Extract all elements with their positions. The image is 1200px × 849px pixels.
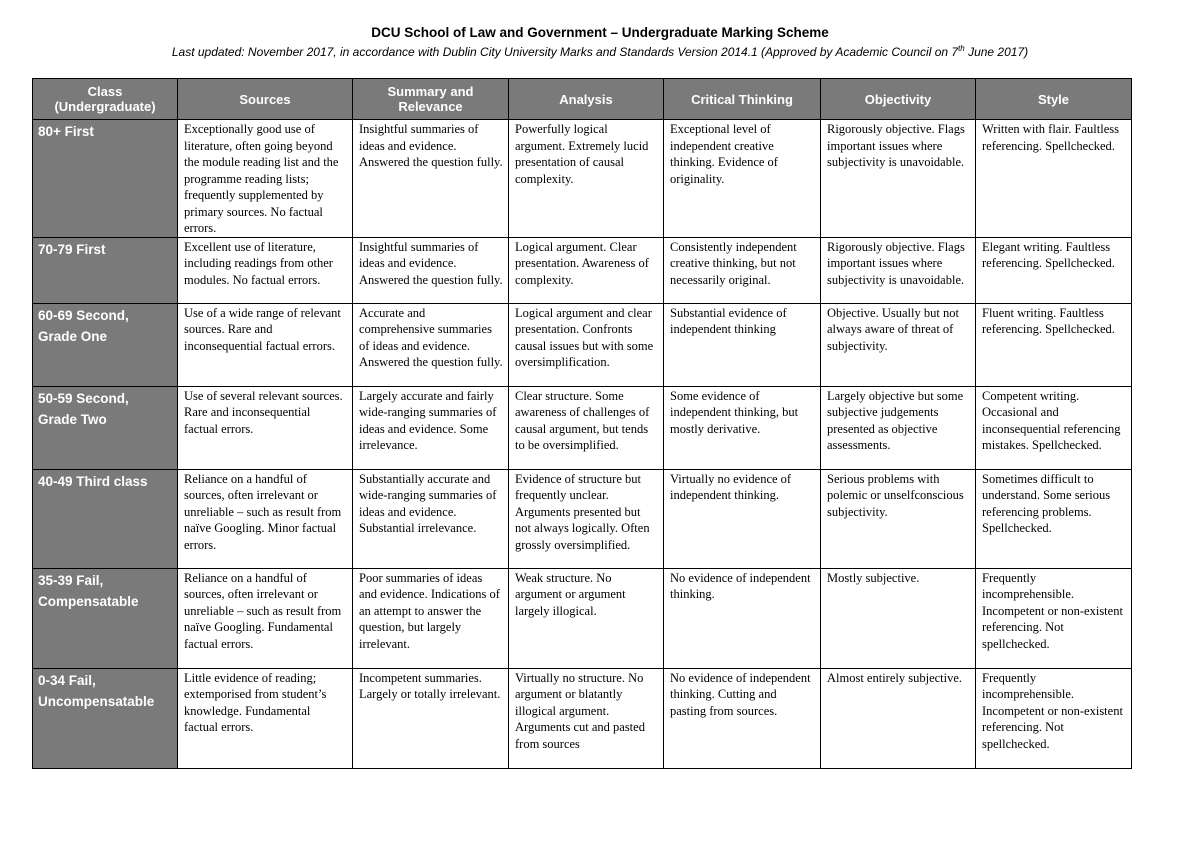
objectivity-cell: Largely objective but some subjective judgements presented as objective assessments. [821, 386, 976, 469]
class-label-line2: Grade One [38, 328, 108, 344]
objectivity-cell: Serious problems with polemic or unselfconscious subjectivity. [821, 469, 976, 568]
column-header-summary [353, 79, 509, 120]
critical-thinking-cell: Substantial evidence of independent thinking [664, 303, 821, 386]
table-row [33, 237, 1132, 303]
column-header-class-line2: (Undergraduate) [54, 99, 156, 114]
sources-cell: Reliance on a handful of sources, often irrelevant or unreliable – such as result from naïve Googling. Fundamental factual errors. [178, 568, 353, 668]
style-cell: Sometimes difficult to understand. Some serious referencing problems. Spellchecked. [976, 469, 1132, 568]
sources-cell: Excellent use of literature, including readings from other modules. No factual errors. [178, 237, 353, 303]
analysis-cell: Logical argument. Clear presentation. Awareness of complexity. [509, 237, 664, 303]
critical-thinking-cell: Virtually no evidence of independent thinking. [664, 469, 821, 568]
subtitle-superscript: th [958, 44, 965, 53]
column-header-class [33, 79, 178, 120]
document-subtitle [0, 44, 1200, 59]
sources-cell: Use of several relevant sources. Rare and inconsequential factual errors. [178, 386, 353, 469]
table-row [33, 668, 1132, 768]
summary-cell: Insightful summaries of ideas and evidence. Answered the question fully. [353, 237, 509, 303]
class-cell [33, 568, 178, 668]
class-cell [33, 469, 178, 568]
style-cell: Written with flair. Faultless referencing. Spellchecked. [976, 120, 1132, 238]
style-cell: Competent writing. Occasional and inconsequential referencing mistakes. Spellchecked. [976, 386, 1132, 469]
class-label-line1: 50-59 Second, [38, 390, 129, 406]
critical-thinking-cell: No evidence of independent thinking. [664, 568, 821, 668]
column-header-objectivity: Objectivity [821, 79, 976, 120]
class-cell [33, 386, 178, 469]
style-cell: Fluent writing. Faultless referencing. Spellchecked. [976, 303, 1132, 386]
class-label-line1: 60-69 Second, [38, 307, 129, 323]
class-label-line1: 0-34 Fail, [38, 672, 96, 688]
objectivity-cell: Rigorously objective. Flags important issues where subjectivity is unavoidable. [821, 237, 976, 303]
table-row [33, 568, 1132, 668]
table-row [33, 120, 1132, 238]
objectivity-cell: Rigorously objective. Flags important issues where subjectivity is unavoidable. [821, 120, 976, 238]
class-label-line2: Uncompensatable [38, 693, 155, 709]
class-label-line1: 70-79 First [38, 241, 106, 257]
sources-cell: Reliance on a handful of sources, often irrelevant or unreliable – such as result from naïve Googling. Minor factual errors. [178, 469, 353, 568]
column-header-critical-thinking: Critical Thinking [664, 79, 821, 120]
analysis-cell: Virtually no structure. No argument or blatantly illogical argument. Arguments cut and pasted from sources [509, 668, 664, 768]
column-header-analysis: Analysis [509, 79, 664, 120]
summary-cell: Largely accurate and fairly wide-ranging summaries of ideas and evidence. Some irrelevance. [353, 386, 509, 469]
class-label-line2: Grade Two [38, 411, 107, 427]
objectivity-cell: Almost entirely subjective. [821, 668, 976, 768]
subtitle-end: June 2017) [964, 45, 1029, 59]
analysis-cell: Weak structure. No argument or argument largely illogical. [509, 568, 664, 668]
document-title: DCU School of Law and Government – Undergraduate Marking Scheme [371, 25, 829, 40]
summary-cell: Substantially accurate and wide-ranging summaries of ideas and evidence. Substantial irrelevance. [353, 469, 509, 568]
sources-cell: Little evidence of reading; extemporised from student’s knowledge. Fundamental factual errors. [178, 668, 353, 768]
sources-cell: Use of a wide range of relevant sources. Rare and inconsequential factual errors. [178, 303, 353, 386]
analysis-cell: Evidence of structure but frequently unclear. Arguments presented but not always logically. Often grossly oversimplified. [509, 469, 664, 568]
summary-cell: Insightful summaries of ideas and evidence. Answered the question fully. [353, 120, 509, 238]
header-row [33, 79, 1132, 120]
class-cell [33, 237, 178, 303]
summary-cell: Incompetent summaries. Largely or totally irrelevant. [353, 668, 509, 768]
style-cell: Elegant writing. Faultless referencing. Spellchecked. [976, 237, 1132, 303]
column-header-class-line1: Class [87, 84, 123, 99]
marking-scheme-table [32, 78, 1132, 769]
objectivity-cell: Mostly subjective. [821, 568, 976, 668]
analysis-cell: Logical argument and clear presentation. Confronts causal issues but with some oversimplification. [509, 303, 664, 386]
critical-thinking-cell: Some evidence of independent thinking, but mostly derivative. [664, 386, 821, 469]
column-header-summary-line1: Summary and [387, 84, 474, 99]
sources-cell: Exceptionally good use of literature, often going beyond the module reading list and the programme reading lists; frequently supplemented by primary sources. No factual errors. [178, 120, 353, 238]
class-label-line2: Compensatable [38, 593, 139, 609]
class-cell [33, 120, 178, 238]
class-cell [33, 668, 178, 768]
analysis-cell: Clear structure. Some awareness of challenges of causal argument, but tends to be oversimplified. [509, 386, 664, 469]
summary-cell: Accurate and comprehensive summaries of ideas and evidence. Answered the question fully. [353, 303, 509, 386]
critical-thinking-cell: Exceptional level of independent creative thinking. Evidence of originality. [664, 120, 821, 238]
summary-cell: Poor summaries of ideas and evidence. Indications of an attempt to answer the question, but largely irrelevant. [353, 568, 509, 668]
style-cell: Frequently incomprehensible. Incompetent or non-existent referencing. Not spellchecked. [976, 568, 1132, 668]
class-label-line1: 40-49 Third class [38, 473, 148, 489]
column-header-summary-line2: Relevance [398, 99, 463, 114]
table-row [33, 303, 1132, 386]
table-row [33, 469, 1132, 568]
class-cell [33, 303, 178, 386]
subtitle-main: Last updated: November 2017, in accordance with Dublin City University Marks and Standards Version 2014.1 (Approved by Academic Council on 7 [171, 45, 959, 59]
analysis-cell: Powerfully logical argument. Extremely lucid presentation of causal complexity. [509, 120, 664, 238]
style-cell: Frequently incomprehensible. Incompetent or non-existent referencing. Not spellchecked. [976, 668, 1132, 768]
class-label-line1: 80+ First [38, 124, 94, 139]
objectivity-cell: Objective. Usually but not always aware of threat of subjectivity. [821, 303, 976, 386]
table-row [33, 386, 1132, 469]
critical-thinking-cell: No evidence of independent thinking. Cutting and pasting from sources. [664, 668, 821, 768]
critical-thinking-cell: Consistently independent creative thinking, but not necessarily original. [664, 237, 821, 303]
column-header-style: Style [976, 79, 1132, 120]
class-label-line1: 35-39 Fail, [38, 572, 104, 588]
column-header-sources: Sources [178, 79, 353, 120]
